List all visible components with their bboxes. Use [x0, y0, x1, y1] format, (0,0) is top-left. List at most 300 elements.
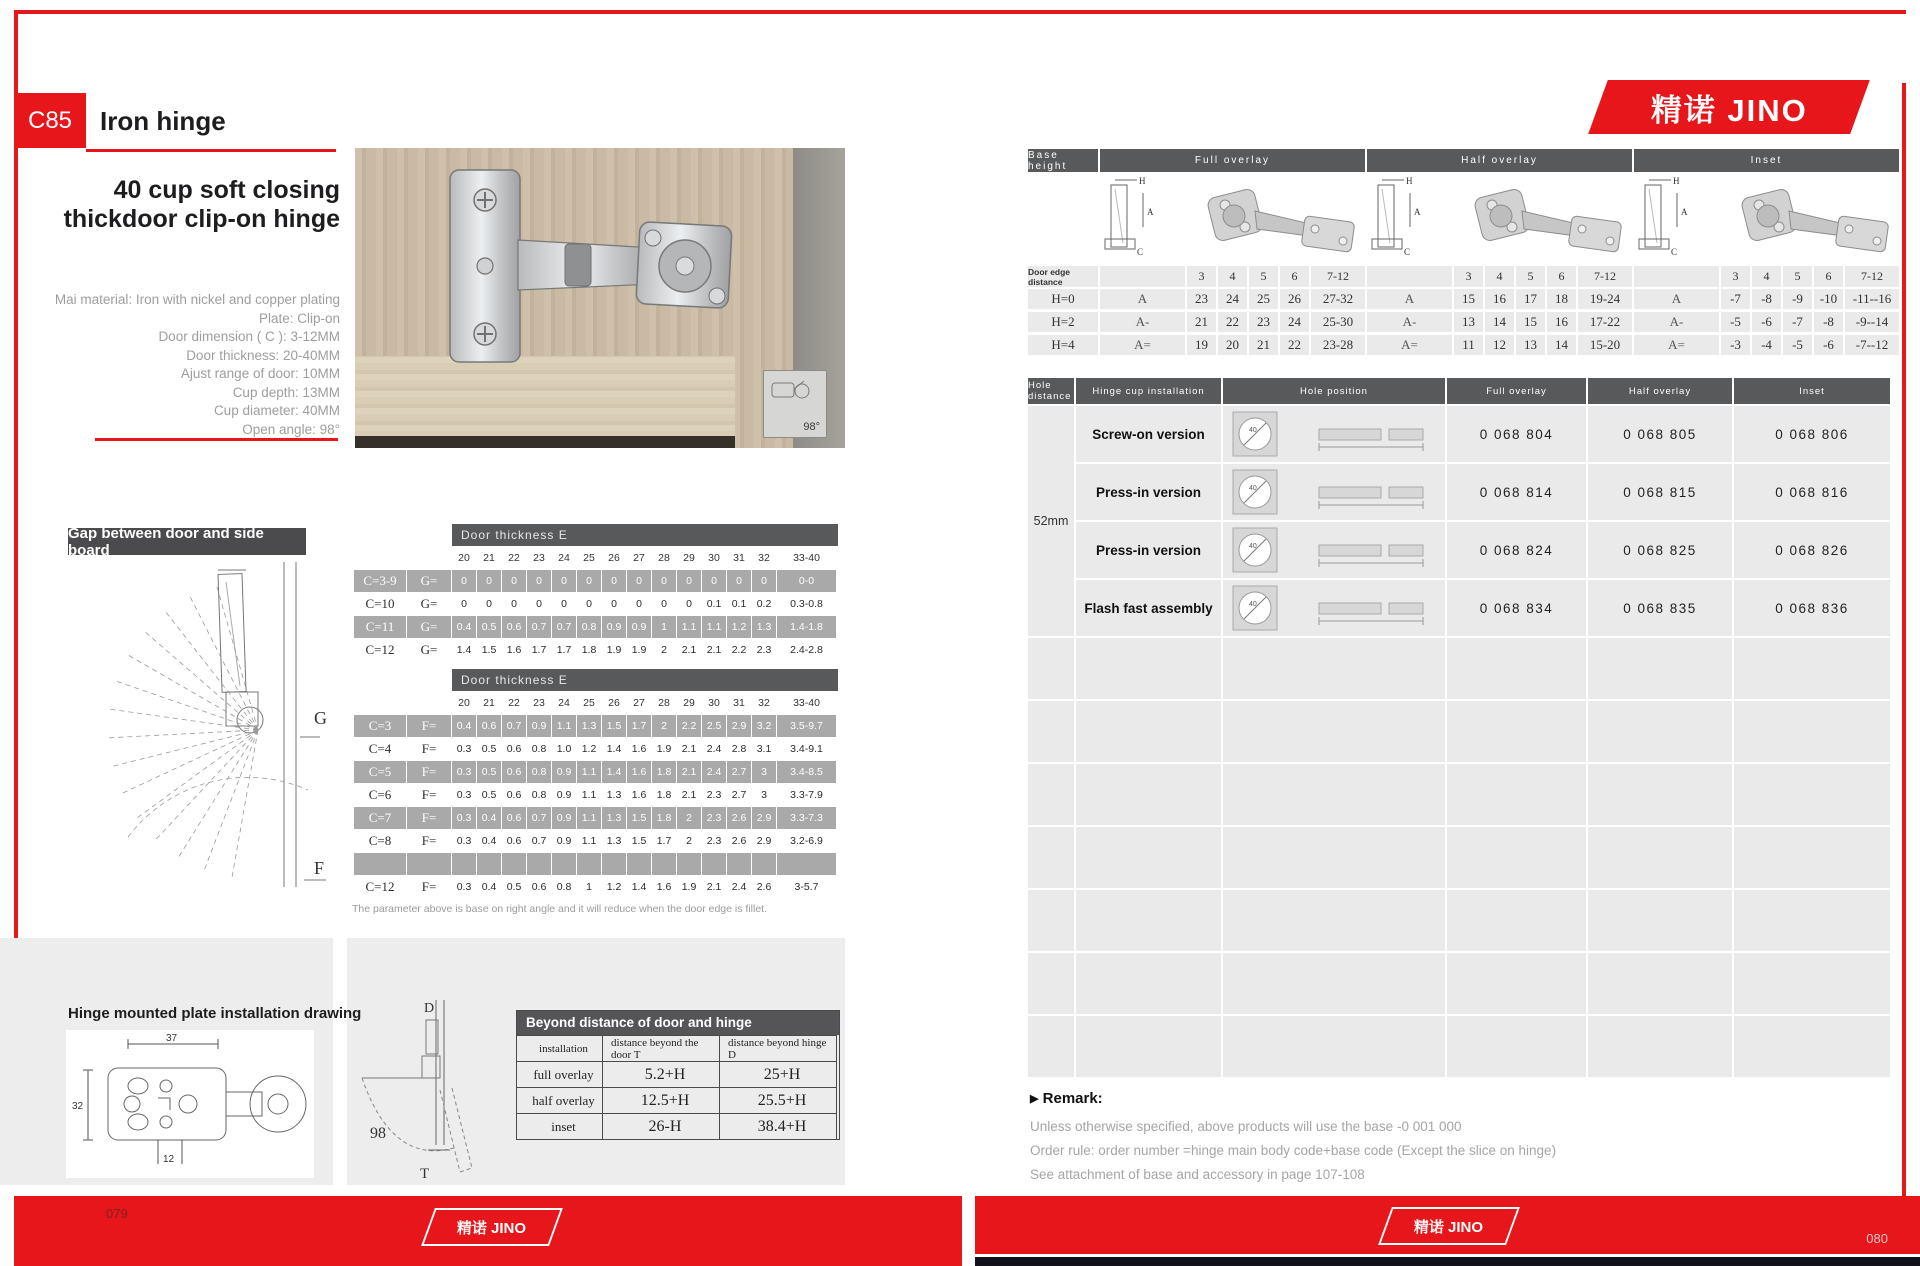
order-number-half: 0 068 805: [1588, 406, 1732, 462]
col-header: 30: [702, 547, 726, 569]
product-title: [40, 176, 340, 234]
value-cell: 0.8: [527, 761, 551, 783]
section-values: [1634, 312, 1899, 332]
row-symbol: F=: [407, 761, 451, 783]
value-cell: 0.1: [727, 593, 751, 615]
col-header: 20: [452, 692, 476, 714]
row-symbol: F=: [407, 876, 451, 898]
empty-cell: [1734, 638, 1890, 699]
value-cell: 27-32: [1311, 289, 1365, 309]
section-values: [1634, 289, 1899, 309]
col-header: 31: [727, 547, 751, 569]
empty-cell: [1734, 701, 1890, 762]
row-symbol: F=: [407, 738, 451, 760]
col-header: 26: [602, 692, 626, 714]
value-cell: 0.8: [552, 876, 576, 898]
value-cell: 0: [677, 593, 701, 615]
value-cell: 0.5: [477, 738, 501, 760]
value-cell: -8: [1814, 312, 1843, 332]
value-cell: 2: [652, 639, 676, 661]
value-cell: 23: [1187, 289, 1216, 309]
empty-cell: [1223, 890, 1445, 951]
svg-text:40: 40: [1249, 427, 1257, 434]
table-row: [354, 761, 838, 783]
brand-logo-text: 精诺 JINO: [1650, 92, 1808, 128]
beyond-value: 5.2+H: [603, 1061, 720, 1087]
col-header: 23: [527, 547, 551, 569]
table-row: [354, 784, 838, 806]
hinge-diagram: [1367, 174, 1632, 264]
value-cell: 25: [1249, 289, 1278, 309]
value-cell: 22: [1218, 312, 1247, 332]
value-cell: 1.9: [652, 738, 676, 760]
col-header: 22: [502, 547, 526, 569]
empty-cell: [1588, 764, 1732, 825]
svg-text:A: A: [1680, 207, 1687, 217]
value-cell: 1.5: [627, 807, 651, 829]
value-cell: 1.6: [627, 738, 651, 760]
edge-col: 7-12: [1311, 266, 1365, 287]
order-header: Inset: [1734, 378, 1890, 404]
product-title-line2: thickdoor clip-on hinge: [63, 205, 340, 233]
svg-text:C: C: [1136, 247, 1143, 257]
value-cell: -9: [1783, 289, 1812, 309]
empty-cell: [1076, 701, 1221, 762]
empty-cell: [1076, 827, 1221, 888]
page-number-left: 079: [106, 1206, 128, 1221]
arm-symbol: A-: [1100, 312, 1185, 332]
photo-badge-angle: 98°: [803, 421, 820, 433]
table-row: [517, 1061, 839, 1087]
col-header: 23: [527, 692, 551, 714]
spec-list: [30, 291, 340, 439]
value-cell: 1.6: [627, 761, 651, 783]
table-row: [517, 1035, 839, 1061]
row-label: C=8: [354, 830, 406, 852]
value-cell: 0.7: [527, 616, 551, 638]
h-label: H=4: [1028, 335, 1098, 355]
edge-col: 4: [1218, 266, 1247, 287]
footer-left: [14, 1196, 962, 1266]
spec-line: Open angle: 98°: [242, 421, 340, 437]
value-cell: 23: [1249, 312, 1278, 332]
value-cell: 0.6: [502, 807, 526, 829]
empty-cell: [1076, 1016, 1221, 1077]
row-label: C=3: [354, 715, 406, 737]
value-cell: 1.4: [627, 876, 651, 898]
spec-line: Door thickness: 20-40MM: [186, 347, 340, 363]
value-cell: 1.8: [652, 784, 676, 806]
value-cell: 2.2: [677, 715, 701, 737]
value-cell: 0.6: [527, 876, 551, 898]
gap-section-label: Gap between door and side board: [68, 528, 306, 555]
corner-blank: [354, 692, 406, 714]
overlay-table: [1028, 149, 1902, 358]
arm-symbol: A: [1100, 289, 1185, 309]
value-cell: [552, 853, 576, 875]
value-cell: 0: [677, 570, 701, 592]
value-cell: -11--16: [1845, 289, 1899, 309]
col-header: 28: [652, 547, 676, 569]
hinge-diagram: [1634, 174, 1899, 264]
value-cell: 2.6: [727, 807, 751, 829]
value-cell: 0: [477, 570, 501, 592]
value-cell: 1.4-1.8: [777, 616, 836, 638]
value-cell: 1.4: [602, 738, 626, 760]
svg-text:H: H: [1405, 176, 1412, 186]
spec-line: Plate: Clip-on: [258, 310, 340, 326]
value-cell: 2.1: [677, 784, 701, 806]
value-cell: 0.9: [602, 616, 626, 638]
empty-cell: [1734, 890, 1890, 951]
table-row: [1076, 464, 1890, 520]
order-rows: [1076, 406, 1890, 636]
value-cell: 11: [1454, 335, 1483, 355]
col-header: 32: [752, 692, 776, 714]
remark-line: Order rule: order number =hinge main body code+base code (Except the slice on hinge): [1030, 1143, 1557, 1158]
value-cell: 2.5: [702, 715, 726, 737]
table-row: [354, 593, 838, 615]
col-header: 29: [677, 547, 701, 569]
hole-distance-cell: 52mm: [1028, 406, 1074, 636]
value-cell: 0.4: [477, 876, 501, 898]
value-cell: 15: [1516, 312, 1545, 332]
value-cell: 2.1: [677, 761, 701, 783]
edge-col: 6: [1814, 266, 1843, 287]
hole-position: [1223, 406, 1445, 462]
value-cell: 23-28: [1311, 335, 1365, 355]
value-cell: 0.9: [627, 616, 651, 638]
value-cell: 0.6: [502, 830, 526, 852]
label-D: D: [424, 1001, 435, 1016]
value-cell: 2: [677, 807, 701, 829]
value-cell: -6: [1814, 335, 1843, 355]
empty-cell: [1588, 890, 1732, 951]
row-label: C=12: [354, 639, 406, 661]
value-cell: 0.7: [527, 807, 551, 829]
value-cell: 2.1: [677, 639, 701, 661]
value-cell: 0: [452, 593, 476, 615]
value-cell: 3: [752, 761, 776, 783]
empty-cell: [1223, 1016, 1445, 1077]
hinge-diagram-graphic: [1637, 175, 1897, 263]
order-table: [1028, 378, 1892, 1079]
beyond-row-label: full overlay: [517, 1061, 603, 1087]
order-body: [1028, 406, 1892, 636]
value-cell: 1.3: [577, 715, 601, 737]
table-title: Door thickness E: [452, 669, 838, 691]
value-cell: 24: [1280, 312, 1309, 332]
value-cell: 1.8: [652, 761, 676, 783]
value-cell: 0: [527, 593, 551, 615]
section-values: [1634, 335, 1899, 355]
value-cell: 3.1: [752, 738, 776, 760]
row-label: C=3-9: [354, 570, 406, 592]
cup-installation: Flash fast assembly: [1076, 580, 1221, 636]
value-cell: 2.2: [727, 639, 751, 661]
order-number-full: 0 068 834: [1447, 580, 1586, 636]
value-cell: 0.3: [452, 830, 476, 852]
value-cell: 0: [752, 570, 776, 592]
value-cell: [477, 853, 501, 875]
value-cell: 15-20: [1578, 335, 1632, 355]
empty-cell: [1028, 638, 1074, 699]
value-cell: 0.5: [477, 761, 501, 783]
value-cell: 0: [627, 593, 651, 615]
value-cell: 0.9: [552, 761, 576, 783]
svg-text:A: A: [1146, 207, 1153, 217]
svg-text:A: A: [1413, 207, 1420, 217]
value-cell: 0: [627, 570, 651, 592]
value-cell: 1.3: [752, 616, 776, 638]
empty-cell: [1028, 827, 1074, 888]
value-cell: [777, 853, 836, 875]
door-thickness-table-f: [354, 669, 838, 899]
col-header: 31: [727, 692, 751, 714]
category-underline: [86, 149, 336, 152]
value-cell: 3.3-7.9: [777, 784, 836, 806]
order-header: Full overlay: [1447, 378, 1586, 404]
empty-cell: [1734, 827, 1890, 888]
beyond-row-label: half overlay: [517, 1087, 603, 1113]
value-cell: 0: [502, 593, 526, 615]
row-symbol: [407, 853, 451, 875]
beyond-value: 25.5+H: [720, 1087, 837, 1113]
footer-logo-right: [1378, 1207, 1520, 1245]
value-cell: 1.9: [602, 639, 626, 661]
install-drawing-label: Hinge mounted plate installation drawing: [68, 1005, 362, 1022]
svg-text:40: 40: [1249, 543, 1257, 550]
empty-cell: [1028, 1016, 1074, 1077]
table-row: [1076, 406, 1890, 462]
dim-32: 32: [72, 1101, 84, 1112]
value-cell: [652, 853, 676, 875]
table-row: [1028, 1016, 1892, 1077]
row-label: C=5: [354, 761, 406, 783]
empty-cell: [1447, 1016, 1586, 1077]
empty-cell: [1028, 953, 1074, 1014]
footer-dark-strip: [975, 1257, 1920, 1266]
thickness-note: The parameter above is base on right angle and it will reduce when the door edge is fillet.: [352, 903, 767, 915]
value-cell: 1.9: [677, 876, 701, 898]
remark-line: Unless otherwise specified, above products will use the base -0 001 000: [1030, 1119, 1462, 1134]
gap-diagram: [68, 562, 358, 892]
table-row: [354, 547, 838, 569]
empty-cell: [1588, 953, 1732, 1014]
value-cell: 2.9: [752, 830, 776, 852]
beyond-row-label: inset: [517, 1113, 603, 1139]
table-row: [354, 715, 838, 737]
table-row: [354, 738, 838, 760]
spec-line: Cup depth: 13MM: [232, 384, 340, 400]
table-row: [1028, 701, 1892, 762]
value-cell: 2.3: [702, 784, 726, 806]
col-header: 24: [552, 692, 576, 714]
arm-symbol: A: [1634, 289, 1719, 309]
page-code: C85: [27, 106, 73, 134]
order-number-inset: 0 068 806: [1734, 406, 1890, 462]
table-row: [354, 807, 838, 829]
remark-lines: [1030, 1115, 1750, 1187]
value-cell: 12: [1485, 335, 1514, 355]
value-cell: 13: [1454, 312, 1483, 332]
value-cell: 1.1: [577, 784, 601, 806]
value-cell: 3: [752, 784, 776, 806]
value-cell: -3: [1721, 335, 1750, 355]
value-cell: 2.7: [727, 784, 751, 806]
empty-cell: [1588, 827, 1732, 888]
order-number-half: 0 068 815: [1588, 464, 1732, 520]
spec-line: Ajust range of door: 10MM: [180, 366, 340, 381]
table-row: [1076, 580, 1890, 636]
h-label: H=0: [1028, 289, 1098, 309]
empty-cell: [1447, 764, 1586, 825]
remark-title: Remark:: [1042, 1090, 1103, 1107]
beyond-distance-table: [516, 1010, 840, 1140]
value-cell: 2.6: [752, 876, 776, 898]
badge-hinge-icon: [764, 371, 824, 411]
value-cell: 1: [577, 876, 601, 898]
empty-cell: [1447, 890, 1586, 951]
value-cell: 2.6: [727, 830, 751, 852]
col-header: 21: [477, 692, 501, 714]
order-number-full: 0 068 804: [1447, 406, 1586, 462]
remark-block: [1030, 1090, 1750, 1187]
value-cell: 0.8: [527, 784, 551, 806]
label-T: T: [420, 1166, 430, 1182]
value-cell: 20: [1218, 335, 1247, 355]
beyond-value: 26-H: [603, 1113, 720, 1139]
empty-cell: [1076, 638, 1221, 699]
empty-cell: [1588, 638, 1732, 699]
value-cell: 18: [1547, 289, 1576, 309]
section-values: [1367, 335, 1632, 355]
value-cell: 2.4-2.8: [777, 639, 836, 661]
value-cell: 0.3: [452, 876, 476, 898]
beyond-value: 25+H: [720, 1061, 837, 1087]
col-header: 24: [552, 547, 576, 569]
empty-cell: [1028, 764, 1074, 825]
cup-installation: Screw-on version: [1076, 406, 1221, 462]
edge-blank: [1367, 266, 1452, 287]
beyond-value: 12.5+H: [603, 1087, 720, 1113]
value-cell: 0: [502, 570, 526, 592]
value-cell: [752, 853, 776, 875]
value-cell: 0.7: [502, 715, 526, 737]
product-title-line1: 40 cup soft closing: [113, 176, 340, 204]
value-cell: 0.7: [552, 616, 576, 638]
col-header: 26: [602, 547, 626, 569]
value-cell: 1.3: [602, 807, 626, 829]
cup-installation: Press-in version: [1076, 464, 1221, 520]
table-row: [1076, 522, 1890, 578]
edge-col: 3: [1187, 266, 1216, 287]
value-cell: [452, 853, 476, 875]
value-cell: 14: [1547, 335, 1576, 355]
corner-blank: [407, 547, 451, 569]
value-cell: 1.1: [577, 830, 601, 852]
table-row: [354, 853, 838, 875]
edge-cols: [1100, 266, 1365, 287]
row-symbol: F=: [407, 807, 451, 829]
value-cell: 0.8: [577, 616, 601, 638]
row-label: C=7: [354, 807, 406, 829]
value-cell: 2.3: [752, 639, 776, 661]
value-cell: 1.8: [652, 807, 676, 829]
value-cell: 1.8: [577, 639, 601, 661]
arm-symbol: A=: [1100, 335, 1185, 355]
value-cell: 1: [652, 616, 676, 638]
value-cell: 0.8: [527, 738, 551, 760]
value-cell: 0.3: [452, 784, 476, 806]
hole-position: [1223, 580, 1445, 636]
edge-col: 3: [1454, 266, 1483, 287]
col-header: 27: [627, 547, 651, 569]
value-cell: 0: [652, 593, 676, 615]
arm-symbol: A=: [1367, 335, 1452, 355]
value-cell: 26: [1280, 289, 1309, 309]
table-row: [1028, 378, 1892, 404]
value-cell: 0.9: [552, 830, 576, 852]
hole-position-graphic: [1229, 525, 1439, 575]
edge-label: Door edge distance: [1028, 266, 1098, 287]
row-symbol: G=: [407, 593, 451, 615]
col-header: 28: [652, 692, 676, 714]
value-cell: 1.6: [502, 639, 526, 661]
beyond-title: Beyond distance of door and hinge: [517, 1011, 839, 1035]
value-cell: 1.7: [552, 639, 576, 661]
empty-cell: [1028, 890, 1074, 951]
value-cell: 1.5: [602, 715, 626, 737]
order-number-half: 0 068 825: [1588, 522, 1732, 578]
hinge-diagram-graphic: [1370, 175, 1630, 263]
empty-cell: [1447, 953, 1586, 1014]
value-cell: 0: [452, 570, 476, 592]
value-cell: -7: [1783, 312, 1812, 332]
value-cell: 22: [1280, 335, 1309, 355]
value-cell: 25-30: [1311, 312, 1365, 332]
install-drawing: [66, 1030, 314, 1178]
value-cell: 0: [577, 593, 601, 615]
value-cell: 0.6: [502, 616, 526, 638]
value-cell: 3.2-6.9: [777, 830, 836, 852]
value-cell: 0.7: [527, 830, 551, 852]
row-symbol: G=: [407, 570, 451, 592]
value-cell: 1.2: [602, 876, 626, 898]
empty-cell: [1588, 1016, 1732, 1077]
beyond-header: distance beyond the door T: [603, 1035, 720, 1061]
empty-cell: [1223, 764, 1445, 825]
section-header: Inset: [1634, 149, 1899, 172]
value-cell: 0.5: [477, 784, 501, 806]
hole-position-graphic: [1229, 583, 1439, 633]
hole-position-graphic: [1229, 467, 1439, 517]
value-cell: 2.3: [702, 807, 726, 829]
value-cell: 2.8: [727, 738, 751, 760]
col-header: 25: [577, 547, 601, 569]
product-photo: [355, 148, 845, 448]
value-cell: 0.9: [552, 784, 576, 806]
empty-cell: [1588, 701, 1732, 762]
value-cell: 1.4: [452, 639, 476, 661]
edge-col: 5: [1516, 266, 1545, 287]
value-cell: -6: [1752, 312, 1781, 332]
edge-col: 5: [1783, 266, 1812, 287]
value-cell: 0-0: [777, 570, 836, 592]
row-label: [354, 853, 406, 875]
arm-symbol: A=: [1634, 335, 1719, 355]
order-number-half: 0 068 835: [1588, 580, 1732, 636]
